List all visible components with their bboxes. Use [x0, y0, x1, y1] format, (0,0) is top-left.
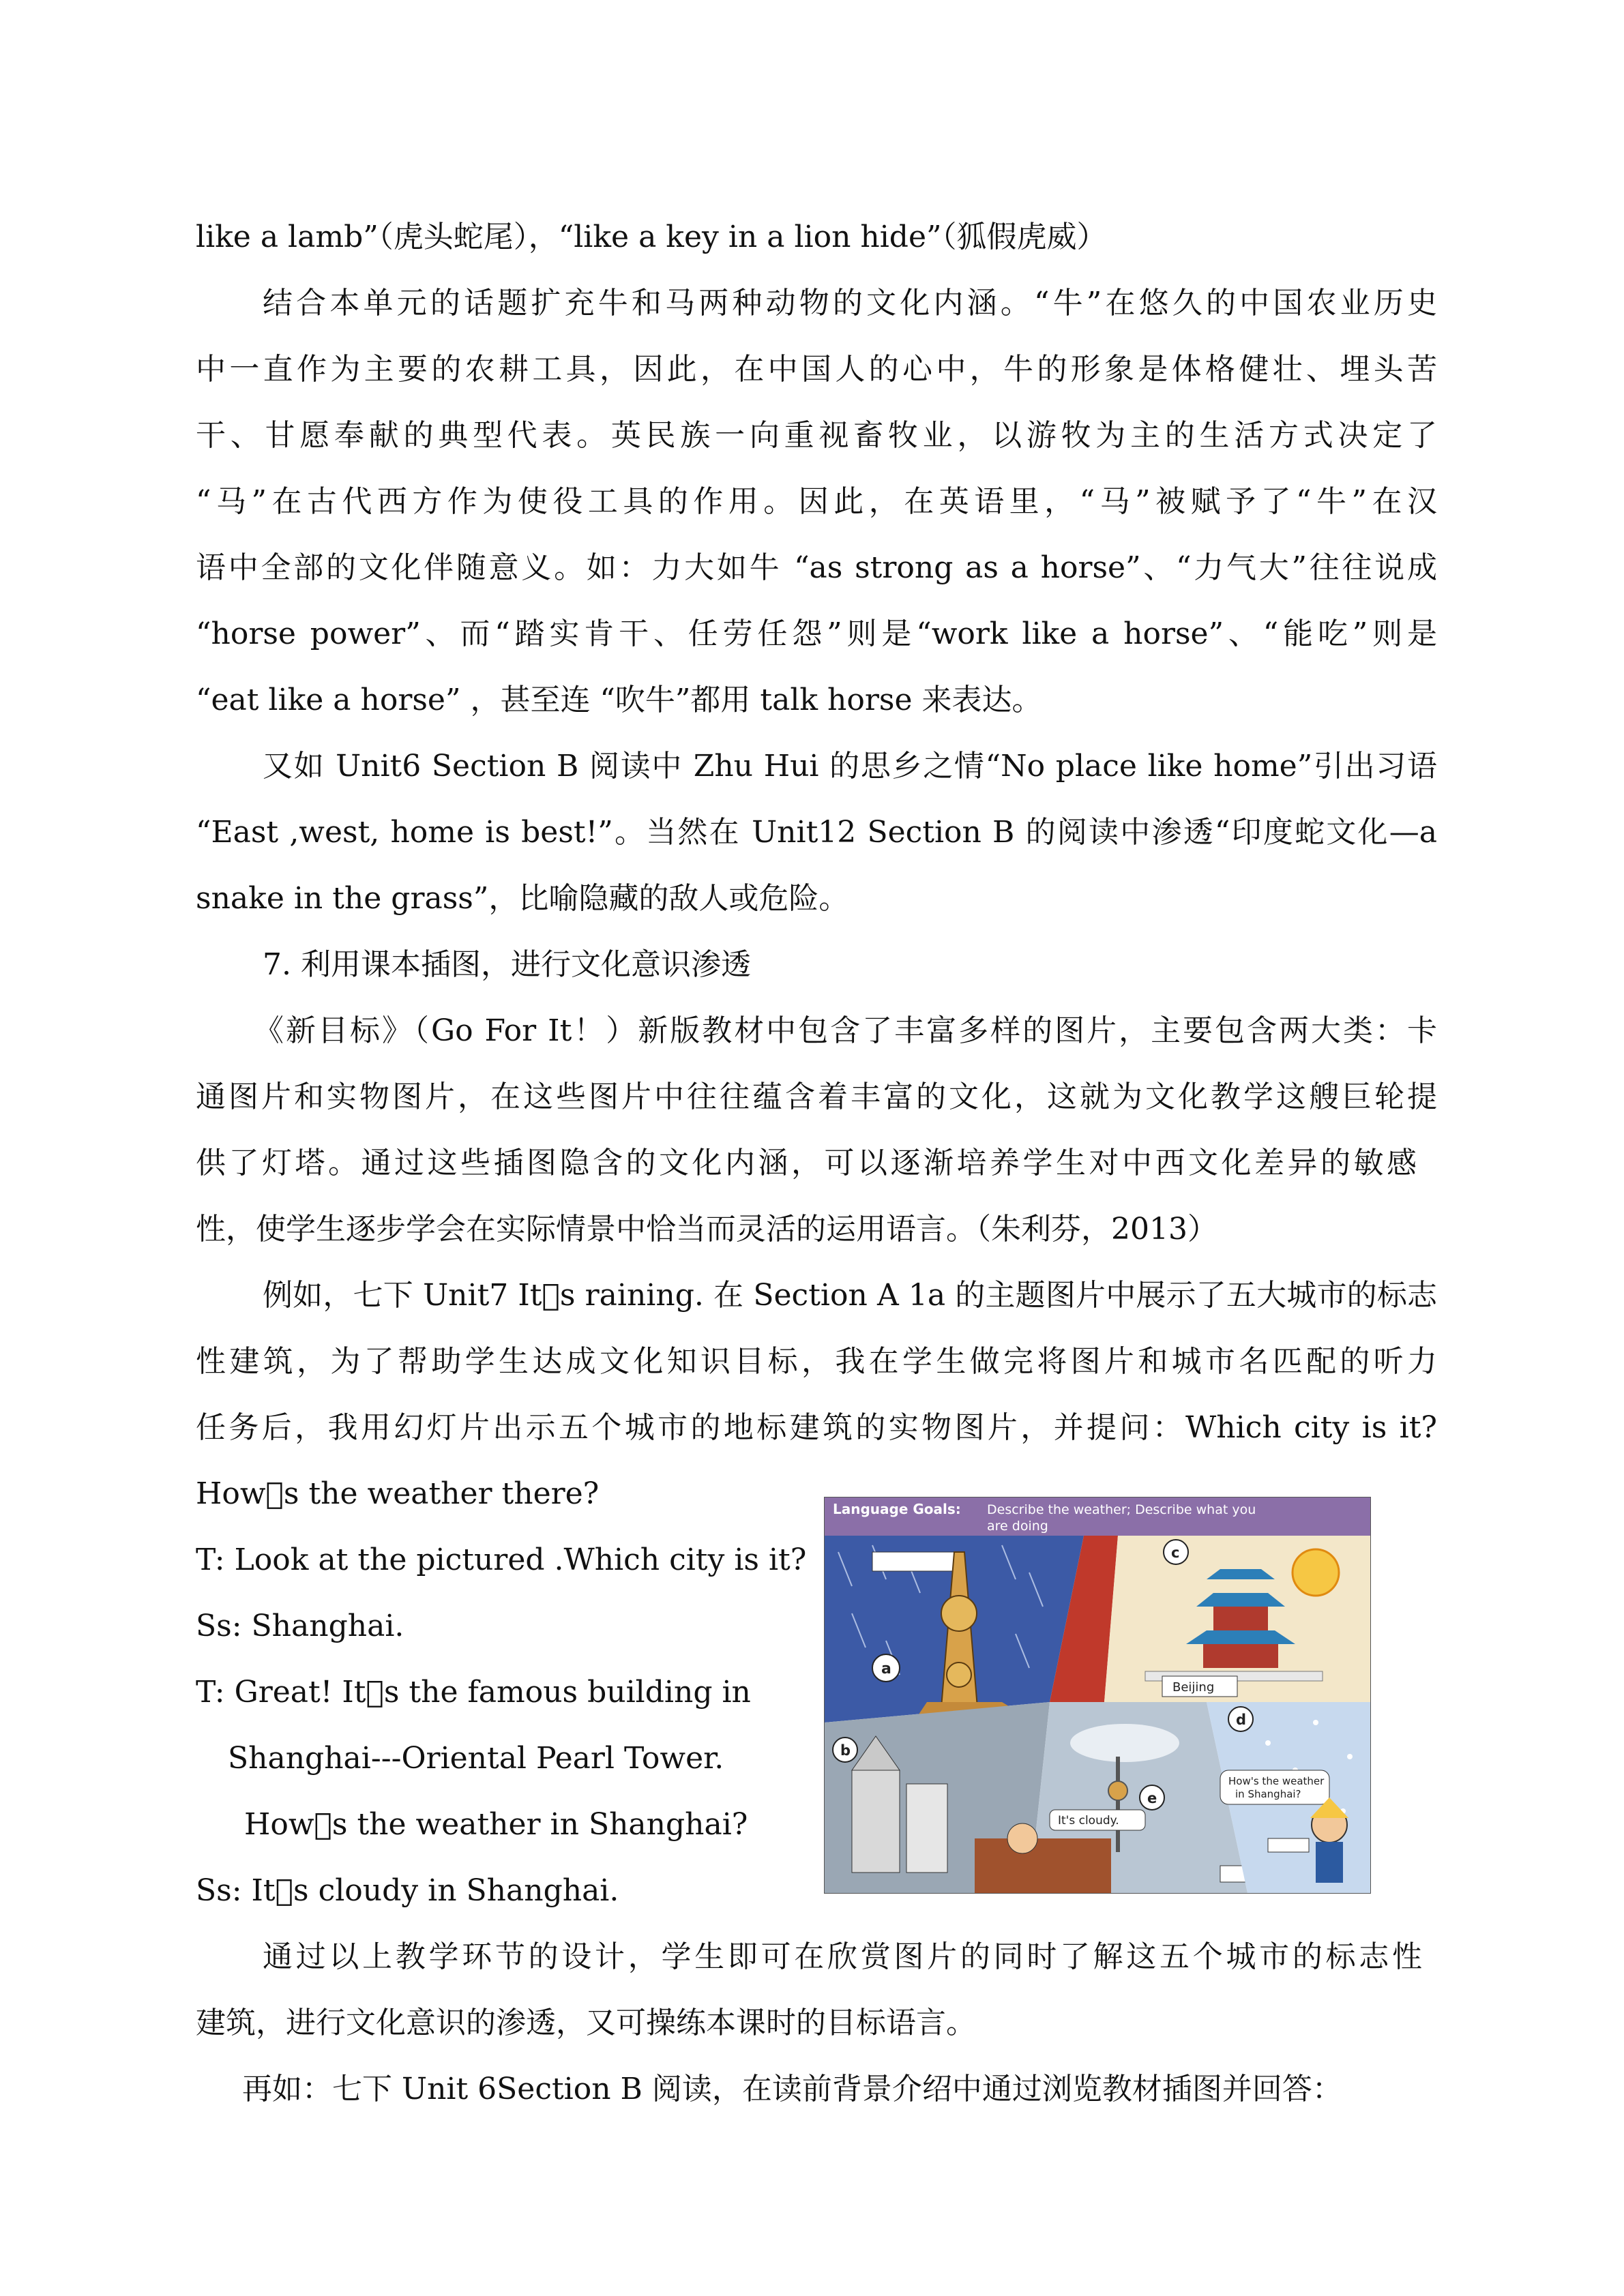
text-line: “East ,west, home is best!”。当然在 Unit12 Section B 的阅读中渗透“印度蛇文化—a — [196, 815, 1437, 850]
text-line: snake in the grass”，比喻隐藏的敌人或危险。 — [196, 881, 849, 916]
text-line: 性建筑，为了帮助学生达成文化知识目标，我在学生做完将图片和城市名匹配的听力 — [196, 1344, 1437, 1379]
goals-prefix: Language Goals: — [833, 1501, 961, 1517]
bubble-cloudy-text: It's cloudy. — [1058, 1814, 1119, 1828]
textbook-illustration — [824, 1497, 1371, 1894]
section-heading: 7. 利用课本插图，进行文化意识渗透 — [263, 947, 751, 982]
text-line: 结合本单元的话题扩充牛和马两种动物的文化内涵。“牛”在悠久的中国农业历史 — [263, 286, 1437, 320]
text-line: “horse power”、而“踏实肯干、任劳任怨”则是“work like a horse”、“能吃”则是 — [196, 616, 1437, 651]
text-line: How s the weather there? — [196, 1476, 600, 1511]
dialogue-line: T: Great! It s the famous building in — [196, 1675, 751, 1710]
dialogue-line: T: Look at the pictured .Which city is it? — [196, 1542, 807, 1577]
answer-blank-d — [1268, 1838, 1309, 1852]
text-line: like a lamb”（虎头蛇尾），“like a key in a lion hide”（狐假虎威） — [196, 220, 1107, 254]
boy-body — [1316, 1842, 1343, 1883]
label-d: d — [1236, 1712, 1247, 1728]
label-b: b — [840, 1742, 851, 1759]
text-line: 例如，七下 Unit7 It s raining. 在 Section A 1a 的主题图片中展示了五大城市的标志 — [263, 1278, 1437, 1313]
couch — [975, 1838, 1111, 1893]
text-line: 供了灯塔。通过这些插图隐含的文化内涵，可以逐渐培养学生对中西文化差异的敏感 — [196, 1146, 1417, 1180]
label-c: c — [1171, 1545, 1180, 1561]
sun-icon — [1293, 1549, 1339, 1596]
text-line: “马”在古代西方作为使役工具的作用。因此，在英语里，“马”被赋予了“牛”在汉 — [196, 484, 1437, 519]
label-e: e — [1147, 1790, 1157, 1806]
text-line: 建筑，进行文化意识的渗透，又可操练本课时的目标语言。 — [196, 2006, 976, 2040]
text-line: 任务后，我用幻灯片出示五个城市的地标建筑的实物图片，并提问：Which city is it? — [196, 1410, 1437, 1445]
dialogue-line: Ss: Shanghai. — [196, 1609, 404, 1643]
bubble-question-text-2: in Shanghai? — [1235, 1788, 1301, 1800]
text-line: 干、甘愿奉献的典型代表。英民族一向重视畜牧业，以游牧为主的生活方式决定了 — [196, 418, 1437, 453]
dialogue-line: Ss: It s cloudy in Shanghai. — [196, 1873, 619, 1908]
label-a: a — [881, 1660, 891, 1678]
goals-text: Describe the weather; Describe what you — [987, 1502, 1256, 1517]
goals-text-2: are doing — [987, 1519, 1048, 1534]
dialogue-line: Shanghai---Oriental Pearl Tower. — [228, 1741, 724, 1776]
text-line: 又如 Unit6 Section B 阅读中 Zhu Hui 的思乡之情“No place like home”引出习语 — [263, 749, 1437, 784]
answer-blank-a — [872, 1552, 954, 1571]
text-line: 再如：七下 Unit 6Section B 阅读，在读前背景介绍中通过浏览教材插图并回答： — [242, 2072, 1342, 2106]
text-line: 通过以上教学环节的设计，学生即可在欣赏图片的同时了解这五个城市的标志性 — [263, 1939, 1422, 1974]
beijing-label: Beijing — [1172, 1680, 1215, 1695]
text-line: “eat like a horse” ，甚至连 “吹牛”都用 talk horse 来表达。 — [196, 683, 1042, 717]
text-line: 语中全部的文化伴随意义。如：力大如牛 “as strong as a horse”、“力气大”往往说成 — [196, 550, 1437, 585]
dialogue-line: How s the weather in Shanghai? — [244, 1807, 748, 1842]
text-line: 通图片和实物图片，在这些图片中往往蕴含着丰富的文化，这就为文化教学这艘巨轮提 — [196, 1079, 1437, 1114]
text-line: 中一直作为主要的农耕工具，因此，在中国人的心中，牛的形象是体格健壮、埋头苦 — [196, 352, 1437, 387]
text-line: 性，使学生逐步学会在实际情景中恰当而灵活的运用语言。（朱利芬，2013） — [196, 1212, 1217, 1247]
text-line: 《新目标》（Go For It！）新版教材中包含了丰富多样的图片，主要包含两大类：卡 — [254, 1013, 1437, 1048]
bubble-question-text-1: How's the weather — [1228, 1775, 1325, 1787]
